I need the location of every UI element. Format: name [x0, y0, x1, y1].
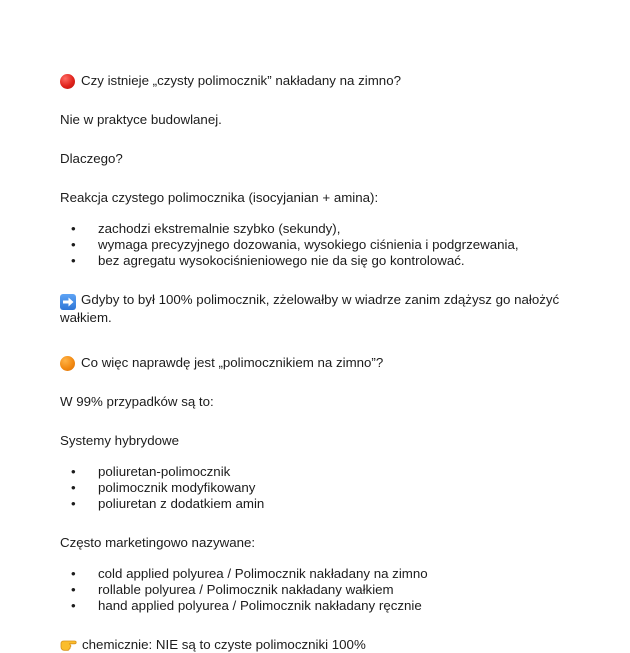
section2-intro: W 99% przypadków są to: [60, 394, 214, 409]
reaction-bullet-list [60, 221, 580, 269]
document-body [60, 73, 580, 653]
section2-heading-text: Co więc naprawdę jest „polimocznikiem na zimno”? [81, 355, 384, 370]
section2-heading [60, 355, 580, 371]
list-item: • rollable polyurea / Polimocznik nakładany wałkiem [60, 582, 580, 598]
red-circle-icon [60, 74, 75, 89]
orange-circle-icon [60, 356, 75, 371]
list-item: • bez agregatu wysokociśnieniowego nie da się go kontrolować. [60, 253, 580, 269]
systems-bullet-list [60, 464, 580, 512]
list-item: • poliuretan-polimocznik [60, 464, 580, 480]
right-arrow-icon [60, 294, 76, 310]
list-item: • hand applied polyurea / Polimocznik nakładany ręcznie [60, 598, 580, 614]
section1-conclusion-text: Gdyby to był 100% polimocznik, zżelowałby w wiadrze zanim zdążysz go nałożyć wałkiem. [60, 292, 560, 325]
section1-heading [60, 73, 580, 89]
section1-answer: Nie w praktyce budowlanej. [60, 112, 222, 127]
list-item: • wymaga precyzyjnego dozowania, wysokiego ciśnienia i podgrzewania, [60, 237, 580, 253]
pointing-hand-icon [60, 637, 78, 651]
systems-title: Systemy hybrydowe [60, 433, 179, 448]
marketing-bullet-list [60, 566, 580, 614]
section1-heading-text: Czy istnieje „czysty polimocznik” nakładany na zimno? [81, 73, 401, 88]
section1-reaction: Reakcja czystego polimocznika (isocyjanian + amina): [60, 190, 379, 205]
section2-final-text: chemicznie: NIE są to czyste polimoczniki 100% [82, 637, 366, 652]
list-item: • cold applied polyurea / Polimocznik nakładany na zimno [60, 566, 580, 582]
list-item: • poliuretan z dodatkiem amin [60, 496, 580, 512]
list-item: • zachodzi ekstremalnie szybko (sekundy), [60, 221, 580, 237]
section1-conclusion [60, 292, 580, 326]
section2-final [60, 637, 580, 653]
marketing-title: Często marketingowo nazywane: [60, 535, 256, 550]
section1-why: Dlaczego? [60, 151, 123, 166]
list-item: • polimocznik modyfikowany [60, 480, 580, 496]
